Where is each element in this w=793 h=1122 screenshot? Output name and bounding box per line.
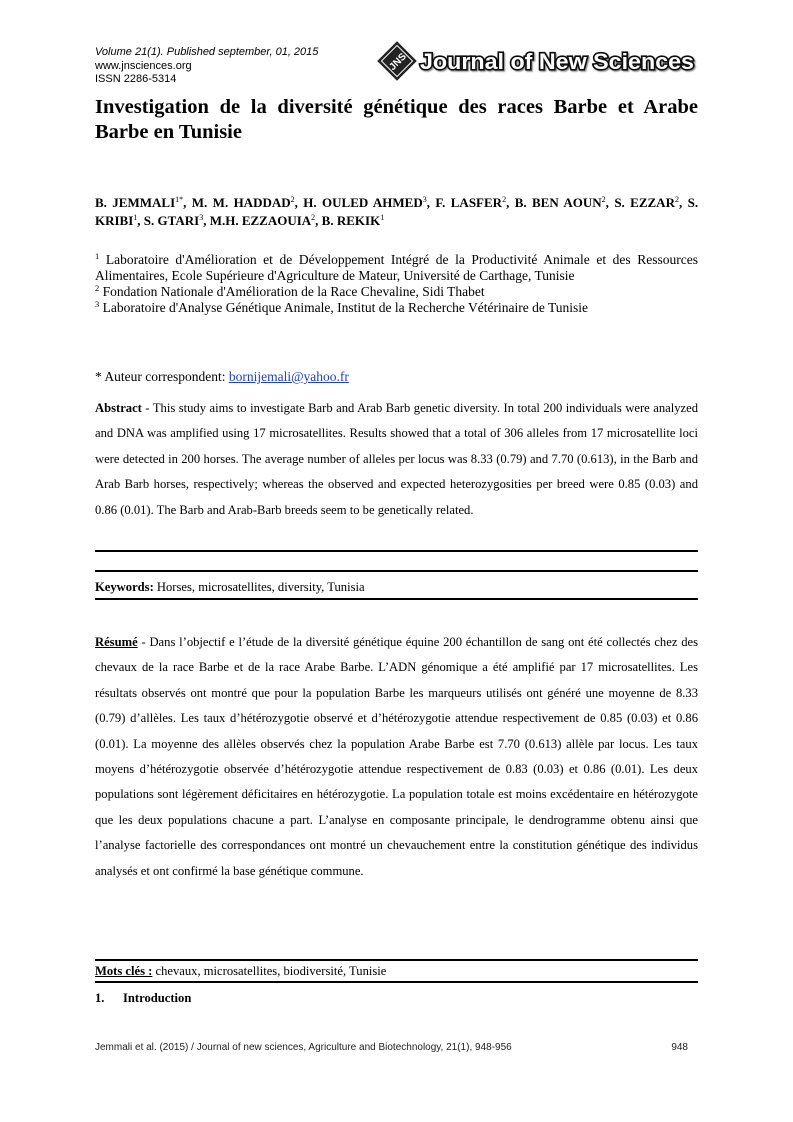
resume [95,630,698,884]
author-name: M.H. EZZAOUIA [209,213,312,228]
affiliation-3 [95,300,698,316]
author-affiliation-marker: 2 [290,195,295,204]
journal-meta [95,46,318,87]
corresponding-email-link[interactable]: bornijemali@yahoo.fr [228,369,349,384]
section-number: 1. [95,991,105,1005]
mots-cles [95,962,698,980]
section-heading-introduction [95,989,191,1007]
affiliations [95,252,698,316]
affiliation-1 [95,252,698,284]
resume-text: - Dans l’objectif e l’étude de la diversité génétique équine 200 échantillon de sang ont été collectés chez des chevaux de la race Barbe et de la race Arabe Barbe. L’ADN génomique a été amplifié par 17 microsatellites. Les résultats observés ont montré que pour la population Barbe les marqueurs utilisés ont généré une moyenne de 8.33 (0.79) d’allèles. Les taux d’hétérozygotie observé et d’hétérozygotie attendue respectivement de 0.85 (0.03) et 0.86 (0.01). La moyenne des allèles observés chez la population Arabe Barbe est 7.70 (0.613) allèle par locus. Les taux moyens d’hétérozygotie observée d’hétérozygotie attendue respectivement de 0.83 (0.03) et 0.86 (0.01). Les deux populations sont légèrement déficitaires en hétérozygotie. La population totale est moins excédentaire en hétérozygote que les deux populations chacune a part. L’analyse en composante principale, le dendrogramme obtenu ainsi que l’analyse factorielle des correspondances ont montré un chevauchement entre la constitution génétique des individus analysés et ont confirmé la base génétique commune. [95,635,698,878]
jns-logo-icon [376,40,698,82]
affiliation-number: 1 [95,251,100,261]
author-name: M. M. HADDAD [191,195,291,210]
author-separator: , [426,195,436,210]
author-separator: , [137,213,144,228]
divider [95,959,698,961]
journal-logo [376,40,698,82]
journal-issn: ISSN 2286-5314 [95,73,177,85]
author-separator: , [183,195,192,210]
footer-citation: Jemmali et al. (2015) / Journal of new sciences, Agriculture and Biotechnology, 21(1), 948-956 [95,1042,512,1053]
article-title: Investigation de la diversité génétique des races Barbe et Arabe Barbe en Tunisie [95,96,698,143]
page-number: 948 [671,1042,688,1053]
affiliation-text: Fondation Nationale d'Amélioration de la Race Chevaline, Sidi Thabet [102,284,485,299]
divider [95,570,698,572]
author-name: S. EZZAR [614,195,675,210]
corresponding-label: * Auteur correspondent: [95,369,229,384]
affiliation-text: Laboratoire d'Analyse Génétique Animale, Institut de la Recherche Vétérinaire de Tunisie [102,300,589,315]
journal-name-text: Journal of New Sciences [420,49,694,74]
keywords [95,578,698,596]
author-list [95,194,698,230]
journal-website: www.jnsciences.org [95,59,192,72]
mots-cles-text: chevaux, microsatellites, biodiversité, Tunisie [152,964,387,978]
affiliation-2 [95,284,698,300]
keywords-text: Horses, microsatellites, diversity, Tunisia [153,580,365,594]
divider [95,550,698,552]
author-affiliation-marker: 2 [674,195,679,204]
resume-label: Résumé [95,635,138,649]
abstract-label: Abstract [95,401,142,415]
abstract-text: - This study aims to investigate Barb and Arab Barb genetic diversity. In total 200 individuals were analyzed and DNA was amplified using 17 microsatellites. Results showed that a total of 306 alleles from 17 microsatellite loci were detected in 200 horses. The average number of alleles per locus was 8.33 (0.79) and 7.70 (0.613), in the Barb and Arab Barb horses, respectively; whereas the observed and expected heterozygosities per breed were 0.85 (0.03) and 0.86 (0.01). The Barb and Arab-Barb breeds seem to be genetically related. [95,401,698,517]
author-affiliation-marker: 2 [311,213,316,222]
author-separator: , [294,195,304,210]
author-separator: , [678,195,688,210]
author-name: B. JEMMALI [95,195,176,210]
affiliation-number: 2 [95,283,100,293]
author-affiliation-marker: 1 [380,213,385,222]
author-separator: , [506,195,515,210]
author-name: S. KRIBI [95,195,699,228]
affiliation-number: 3 [95,299,100,309]
author-separator: , [203,213,210,228]
author-name: H. OULED AHMED [303,195,423,210]
mots-cles-label: Mots clés : [95,964,153,978]
author-name: B. REKIK [321,213,381,228]
author-affiliation-marker: 1 [133,213,138,222]
divider [95,598,698,600]
abstract [95,396,698,523]
volume-line: Volume 21(1). Published september, 01, 2015 [95,46,319,58]
author-name: B. BEN AOUN [514,195,602,210]
author-affiliation-marker: 2 [502,195,507,204]
author-affiliation-marker: 1* [175,195,184,204]
affiliation-text: Laboratoire d'Amélioration et de Développement Intégré de la Productivité Animale et des Ressources Alimentaires, Ecole Supérieure d'Agriculture de Mateur, Université de Carthage, Tunisie [95,252,699,283]
author-name: S. GTARI [143,213,200,228]
page-footer [95,1042,698,1054]
author-separator: , [605,195,615,210]
section-title: Introduction [123,991,192,1005]
corresponding-author [95,369,349,385]
author-affiliation-marker: 3 [199,213,204,222]
author-separator: , [315,213,322,228]
divider [95,981,698,983]
author-name: F. LASFER [435,195,503,210]
author-affiliation-marker: 3 [422,195,427,204]
author-affiliation-marker: 2 [601,195,606,204]
logo-mark-text: JNS [387,51,409,73]
keywords-label: Keywords: [95,580,154,594]
